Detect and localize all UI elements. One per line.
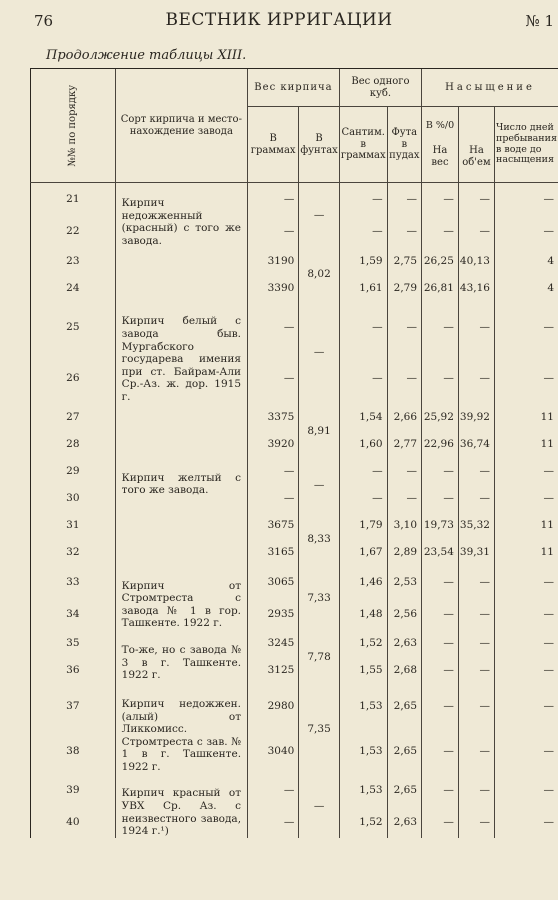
cell-days: — bbox=[494, 458, 558, 485]
cell-sat-by-volume: — bbox=[458, 684, 494, 729]
table-row bbox=[31, 183, 558, 215]
cell-days: — bbox=[494, 657, 558, 684]
cell-cube-ft-poods: 2,79 bbox=[387, 274, 421, 301]
cell-sat-by-volume: — bbox=[458, 806, 494, 838]
cell-number: 40 bbox=[31, 806, 116, 838]
cell-description bbox=[115, 512, 247, 566]
cell-days: 11 bbox=[494, 404, 558, 431]
page-number: 76 bbox=[34, 12, 54, 30]
cell-sat-by-weight: — bbox=[422, 630, 459, 657]
cell-sat-by-weight: — bbox=[422, 657, 459, 684]
cell-days: 4 bbox=[494, 247, 558, 274]
cell-sat-by-weight: — bbox=[422, 684, 459, 729]
cell-cube-ft-poods: — bbox=[387, 352, 421, 403]
cell-description bbox=[115, 404, 247, 458]
cell-cube-cm-grams: 1,67 bbox=[339, 539, 387, 566]
cell-grams: 3040 bbox=[248, 729, 299, 774]
cell-grams: — bbox=[248, 458, 299, 485]
cell-sat-by-weight: 26,25 bbox=[422, 247, 459, 274]
cell-cube-cm-grams: 1,52 bbox=[339, 630, 387, 657]
table-row bbox=[31, 404, 558, 431]
cell-sat-by-volume: 40,13 bbox=[458, 247, 494, 274]
cell-grams: 3125 bbox=[248, 657, 299, 684]
col-header-cube-weight: Вес одного куб. bbox=[339, 69, 421, 107]
cell-pounds: 7,33 bbox=[299, 566, 340, 630]
cell-sat-by-weight: 25,92 bbox=[422, 404, 459, 431]
cell-cube-ft-poods: 2,56 bbox=[387, 598, 421, 630]
cell-number: 27 bbox=[31, 404, 116, 431]
cell-cube-cm-grams: 1,46 bbox=[339, 566, 387, 598]
cell-cube-ft-poods: 2,65 bbox=[387, 729, 421, 774]
cell-cube-ft-poods: 2,68 bbox=[387, 657, 421, 684]
cell-grams: 3065 bbox=[248, 566, 299, 598]
cell-sat-by-weight: — bbox=[422, 485, 459, 512]
cell-number: 38 bbox=[31, 729, 116, 774]
col-header-in-grams: В граммах bbox=[248, 107, 299, 183]
cell-sat-by-weight: 19,73 bbox=[422, 512, 459, 539]
table-row bbox=[31, 512, 558, 539]
table-row bbox=[31, 806, 558, 838]
cell-cube-cm-grams: 1,54 bbox=[339, 404, 387, 431]
cell-cube-ft-poods: — bbox=[387, 485, 421, 512]
cell-description: Кирпич недожженный (красный) с того же завода. bbox=[115, 183, 247, 248]
cell-pounds: 8,33 bbox=[299, 512, 340, 566]
cell-cube-cm-grams: 1,55 bbox=[339, 657, 387, 684]
cell-grams: 3375 bbox=[248, 404, 299, 431]
table-row bbox=[31, 431, 558, 458]
cell-description: Кирпич от Стромтреста с завода № 1 в гор. Ташкенте. 1922 г. bbox=[115, 566, 247, 630]
cell-grams: — bbox=[248, 773, 299, 805]
cell-pounds: 8,91 bbox=[299, 404, 340, 458]
cell-cube-ft-poods: 3,10 bbox=[387, 512, 421, 539]
cell-grams: 3165 bbox=[248, 539, 299, 566]
col-header-by-weight: В %/0 На вес bbox=[422, 107, 459, 183]
cell-sat-by-weight: — bbox=[422, 301, 459, 352]
cell-cube-cm-grams: 1,61 bbox=[339, 274, 387, 301]
cell-description: Кирпич недожжен. (алый) от Ликкомисс. Стромтреста с зав. № 1 в г. Ташкенте. 1922 г. bbox=[115, 684, 247, 774]
cell-sat-by-volume: — bbox=[458, 729, 494, 774]
cell-description: То-же, но с завода № 3 в г. Ташкенте. 1922 г. bbox=[115, 630, 247, 684]
cell-sat-by-volume: — bbox=[458, 215, 494, 247]
cell-number: 25 bbox=[31, 301, 116, 352]
cell-sat-by-weight: — bbox=[422, 215, 459, 247]
cell-sat-by-volume: — bbox=[458, 773, 494, 805]
cell-grams: 2980 bbox=[248, 684, 299, 729]
cell-grams: — bbox=[248, 301, 299, 352]
cell-sat-by-volume: — bbox=[458, 485, 494, 512]
table-row bbox=[31, 485, 558, 512]
cell-description: Кирпич белый с завода быв. Мургабского государева имения при ст. Байрам-Али Ср.-Аз. ж. дор. 1915 г. bbox=[115, 301, 247, 403]
table-row bbox=[31, 274, 558, 301]
cell-days: — bbox=[494, 729, 558, 774]
cell-number: 35 bbox=[31, 630, 116, 657]
cell-number: 33 bbox=[31, 566, 116, 598]
cell-days: 11 bbox=[494, 539, 558, 566]
cell-number: 22 bbox=[31, 215, 116, 247]
cell-sat-by-volume: — bbox=[458, 598, 494, 630]
cell-cube-cm-grams: 1,53 bbox=[339, 684, 387, 729]
cell-number: 21 bbox=[31, 183, 116, 215]
cell-sat-by-volume: 39,92 bbox=[458, 404, 494, 431]
cell-cube-cm-grams: — bbox=[339, 183, 387, 215]
cell-cube-ft-poods: 2,65 bbox=[387, 773, 421, 805]
issue-label: № 1 bbox=[525, 12, 554, 30]
cell-sat-by-volume: 39,31 bbox=[458, 539, 494, 566]
cell-grams: — bbox=[248, 806, 299, 838]
col-header-days: Число дней пребывания в воде до насыщения bbox=[494, 107, 558, 183]
table-row bbox=[31, 657, 558, 684]
cell-number: 28 bbox=[31, 431, 116, 458]
cell-days: — bbox=[494, 301, 558, 352]
cell-cube-cm-grams: — bbox=[339, 301, 387, 352]
cell-cube-ft-poods: 2,75 bbox=[387, 247, 421, 274]
cell-cube-ft-poods: 2,65 bbox=[387, 684, 421, 729]
table-row bbox=[31, 598, 558, 630]
cell-grams: 3245 bbox=[248, 630, 299, 657]
cell-pounds: 7,78 bbox=[299, 630, 340, 684]
col-header-number: №№ по порядку bbox=[31, 69, 116, 183]
cell-number: 39 bbox=[31, 773, 116, 805]
cell-cube-cm-grams: — bbox=[339, 215, 387, 247]
cell-number: 24 bbox=[31, 274, 116, 301]
cell-sat-by-volume: — bbox=[458, 566, 494, 598]
col-header-saturation: Насыщение bbox=[422, 69, 558, 107]
cell-sat-by-volume: — bbox=[458, 352, 494, 403]
cell-days: 11 bbox=[494, 512, 558, 539]
cell-number: 32 bbox=[31, 539, 116, 566]
cell-cube-cm-grams: 1,48 bbox=[339, 598, 387, 630]
cell-grams: — bbox=[248, 485, 299, 512]
col-header-brick-weight: Вес кирпича bbox=[248, 69, 340, 107]
cell-days: — bbox=[494, 215, 558, 247]
cell-days: — bbox=[494, 183, 558, 215]
cell-number: 37 bbox=[31, 684, 116, 729]
table-row bbox=[31, 684, 558, 729]
cell-number: 31 bbox=[31, 512, 116, 539]
cell-number: 36 bbox=[31, 657, 116, 684]
cell-sat-by-weight: — bbox=[422, 352, 459, 403]
cell-cube-ft-poods: — bbox=[387, 458, 421, 485]
cell-pounds: 8,02 bbox=[299, 247, 340, 301]
cell-sat-by-weight: — bbox=[422, 729, 459, 774]
cell-days: 4 bbox=[494, 274, 558, 301]
table-row bbox=[31, 773, 558, 805]
cell-days: — bbox=[494, 773, 558, 805]
cell-sat-by-weight: 22,96 bbox=[422, 431, 459, 458]
running-header bbox=[0, 10, 558, 32]
cell-days: — bbox=[494, 566, 558, 598]
col-header-by-volume: На об'ем bbox=[458, 107, 494, 183]
cell-cube-ft-poods: 2,89 bbox=[387, 539, 421, 566]
table-row bbox=[31, 539, 558, 566]
cell-sat-by-volume: — bbox=[458, 301, 494, 352]
cell-cube-cm-grams: 1,60 bbox=[339, 431, 387, 458]
cell-pounds: 7,35 bbox=[299, 684, 340, 774]
cell-cube-ft-poods: — bbox=[387, 183, 421, 215]
cell-cube-cm-grams: 1,52 bbox=[339, 806, 387, 838]
cell-sat-by-weight: 23,54 bbox=[422, 539, 459, 566]
col-header-in-pounds: В фунтах bbox=[299, 107, 340, 183]
cell-grams: 3920 bbox=[248, 431, 299, 458]
cell-cube-ft-poods: — bbox=[387, 215, 421, 247]
cell-number: 30 bbox=[31, 485, 116, 512]
cell-days: 11 bbox=[494, 431, 558, 458]
cell-sat-by-volume: — bbox=[458, 657, 494, 684]
cell-description bbox=[115, 247, 247, 301]
table-row bbox=[31, 630, 558, 657]
col-header-ft-poods: Фута в пудах bbox=[387, 107, 421, 183]
cell-number: 34 bbox=[31, 598, 116, 630]
cell-description: Кирпич красный от УВХ Ср. Аз. с неизвестного завода, 1924 г.¹) bbox=[115, 773, 247, 837]
cell-days: — bbox=[494, 352, 558, 403]
cell-sat-by-weight: — bbox=[422, 458, 459, 485]
cell-cube-ft-poods: — bbox=[387, 301, 421, 352]
cell-cube-ft-poods: 2,63 bbox=[387, 806, 421, 838]
cell-sat-by-volume: 35,32 bbox=[458, 512, 494, 539]
cell-days: — bbox=[494, 598, 558, 630]
cell-sat-by-volume: 43,16 bbox=[458, 274, 494, 301]
cell-sat-by-weight: — bbox=[422, 183, 459, 215]
cell-number: 23 bbox=[31, 247, 116, 274]
cell-sat-by-weight: — bbox=[422, 598, 459, 630]
cell-sat-by-weight: — bbox=[422, 806, 459, 838]
cell-days: — bbox=[494, 684, 558, 729]
cell-description: Кирпич желтый с того же завода. bbox=[115, 458, 247, 512]
col-header-sort: Сорт кирпича и место-нахождение завода bbox=[115, 69, 247, 183]
journal-title: ВЕСТНИК ИРРИГАЦИИ bbox=[165, 10, 393, 30]
table-row bbox=[31, 247, 558, 274]
cell-sat-by-weight: — bbox=[422, 566, 459, 598]
table-row bbox=[31, 215, 558, 247]
cell-pounds: — bbox=[299, 301, 340, 403]
cell-grams: 2935 bbox=[248, 598, 299, 630]
cell-grams: — bbox=[248, 183, 299, 215]
cell-sat-by-volume: — bbox=[458, 630, 494, 657]
col-header-cm-grams: Сантим. в граммах bbox=[339, 107, 387, 183]
table-row bbox=[31, 729, 558, 774]
cell-sat-by-volume: — bbox=[458, 458, 494, 485]
cell-sat-by-volume: — bbox=[458, 183, 494, 215]
cell-cube-ft-poods: 2,63 bbox=[387, 630, 421, 657]
brick-properties-table bbox=[30, 68, 558, 838]
cell-grams: 3190 bbox=[248, 247, 299, 274]
table-row bbox=[31, 458, 558, 485]
cell-days: — bbox=[494, 806, 558, 838]
cell-cube-cm-grams: — bbox=[339, 485, 387, 512]
cell-cube-cm-grams: 1,53 bbox=[339, 729, 387, 774]
cell-sat-by-weight: — bbox=[422, 773, 459, 805]
table-row bbox=[31, 352, 558, 403]
cell-sat-by-weight: 26,81 bbox=[422, 274, 459, 301]
cell-grams: — bbox=[248, 215, 299, 247]
cell-cube-cm-grams: — bbox=[339, 458, 387, 485]
table-body bbox=[31, 183, 558, 838]
cell-number: 29 bbox=[31, 458, 116, 485]
cell-cube-cm-grams: 1,59 bbox=[339, 247, 387, 274]
table-continuation-caption: Продолжение таблицы XIII. bbox=[46, 48, 247, 63]
cell-pounds: — bbox=[299, 458, 340, 512]
cell-cube-ft-poods: 2,77 bbox=[387, 431, 421, 458]
cell-cube-cm-grams: — bbox=[339, 352, 387, 403]
cell-cube-cm-grams: 1,53 bbox=[339, 773, 387, 805]
cell-cube-cm-grams: 1,79 bbox=[339, 512, 387, 539]
cell-sat-by-volume: 36,74 bbox=[458, 431, 494, 458]
cell-pounds: — bbox=[299, 773, 340, 837]
cell-grams: 3390 bbox=[248, 274, 299, 301]
col-header-in-percent: В %/0 bbox=[425, 119, 455, 131]
cell-days: — bbox=[494, 630, 558, 657]
cell-cube-ft-poods: 2,53 bbox=[387, 566, 421, 598]
table-row bbox=[31, 301, 558, 352]
cell-grams: 3675 bbox=[248, 512, 299, 539]
cell-days: — bbox=[494, 485, 558, 512]
cell-grams: — bbox=[248, 352, 299, 403]
table-row bbox=[31, 566, 558, 598]
cell-cube-ft-poods: 2,66 bbox=[387, 404, 421, 431]
cell-pounds: — bbox=[299, 183, 340, 248]
cell-number: 26 bbox=[31, 352, 116, 403]
